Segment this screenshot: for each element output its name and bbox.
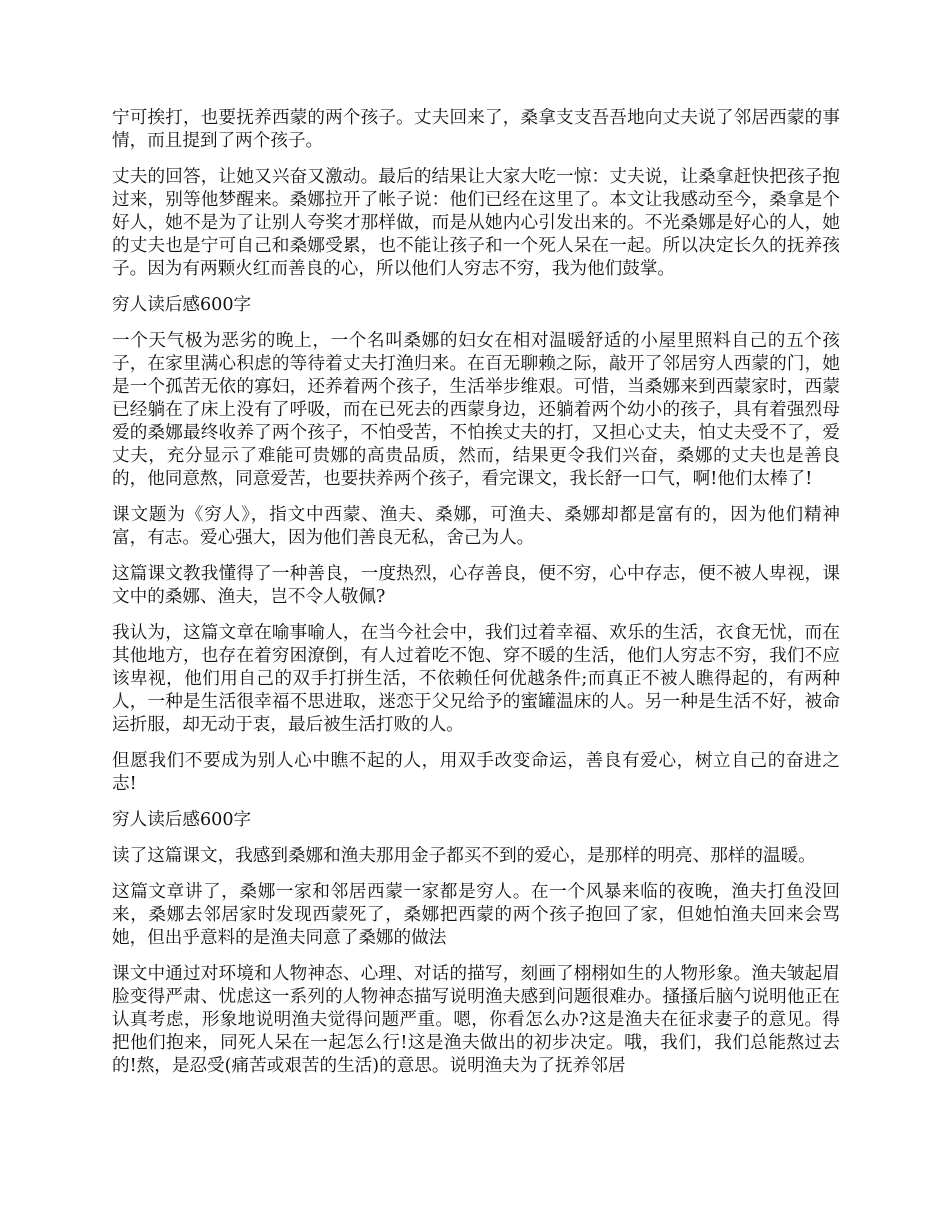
paragraph: 这篇课文教我懂得了一种善良，一度热烈，心存善良，便不穷，心中存志，便不被人卑视，课文中的桑娜、渔夫，岂不令人敬佩? <box>112 564 840 607</box>
section-heading: 穷人读后感600字 <box>112 810 252 830</box>
paragraph: 我认为，这篇文章在喻事喻人，在当今社会中，我们过着幸福、欢乐的生活，衣食无忧，而在其他地方，也存在着穷困潦倒，有人过着吃不饱、穿不暖的生活，他们人穷志不穷，我们不应该卑视，他们用自己的双手打拼生活，不依赖任何优越条件;而真正不被人瞧得起的，有两种人，一种是生活很幸福不思进取，迷恋于父兄给予的蜜罐温床的人。另一种是生活不好，被命运折服，却无动于衷，最后被生活打败的人。 <box>112 623 840 735</box>
paragraph: 这篇文章讲了，桑娜一家和邻居西蒙一家都是穷人。在一个风暴来临的夜晚，渔夫打鱼没回来，桑娜去邻居家时发现西蒙死了，桑娜把西蒙的两个孩子抱回了家，但她怕渔夫回来会骂她，但出乎意料的是渔夫同意了桑娜的做法 <box>112 882 840 948</box>
section-heading: 穷人读后感600字 <box>112 295 252 315</box>
paragraph: 丈夫的回答，让她又兴奋又激动。最后的结果让大家大吃一惊：丈夫说，让桑拿赶快把孩子抱过来，别等他梦醒来。桑娜拉开了帐子说：他们已经在这里了。本文让我感动至今，桑拿是个好人，她不是为了让别人夸奖才那样做，而是从她内心引发出来的。不光桑娜是好心的人，她的丈夫也是宁可自己和桑娜受累，也不能让孩子和一个死人呆在一起。所以决定长久的抚养孩子。因为有两颗火红而善良的心，所以他们人穷志不穷，我为他们鼓掌。 <box>112 167 840 279</box>
paragraph: 读了这篇课文，我感到桑娜和渔夫那用金子都买不到的爱心，是那样的明亮、那样的温暖。 <box>112 846 816 866</box>
paragraph: 宁可挨打，也要抚养西蒙的两个孩子。丈夫回来了，桑拿支支吾吾地向丈夫说了邻居西蒙的事情，而且提到了两个孩子。 <box>112 108 840 151</box>
paragraph: 一个天气极为恶劣的晚上，一个名叫桑娜的妇女在相对温暖舒适的小屋里照料自己的五个孩子，在家里满心积虑的等待着丈夫打渔归来。在百无聊赖之际，敲开了邻居穷人西蒙的门，她是一个孤苦无依的寡妇，还养着两个孩子，生活举步维艰。可惜，当桑娜来到西蒙家时，西蒙已经躺在了床上没有了呼吸，而在已死去的西蒙身边，还躺着两个幼小的孩子，具有着强烈母爱的桑娜最终收养了两个孩子，不怕受苦，不怕挨丈夫的打，又担心丈夫，怕丈夫受不了，爱丈夫，充分显示了难能可贵娜的高贵品质，然而，结果更令我们兴奋，桑娜的丈夫也是善良的，他同意熬，同意爱苦，也要扶养两个孩子，看完课文，我长舒一口气，啊!他们太棒了! <box>112 331 840 489</box>
paragraph: 课文中通过对环境和人物神态、心理、对话的描写，刻画了栩栩如生的人物形象。渔夫皱起眉脸变得严肃、忧虑这一系列的人物神态描写说明渔夫感到问题很难办。搔搔后脑勺说明他正在认真考虑，形象地说明渔夫觉得问题严重。嗯，你看怎么办?这是渔夫在征求妻子的意见。得把他们抱来，同死人呆在一起怎么行!这是渔夫做出的初步决定。哦，我们，我们总能熬过去的!熬，是忍受(痛苦或艰苦的生活)的意思。说明渔夫为了抚养邻居 <box>112 964 840 1076</box>
paragraph: 但愿我们不要成为别人心中瞧不起的人，用双手改变命运，善良有爱心，树立自己的奋进之志! <box>112 751 840 794</box>
paragraph: 课文题为《穷人》，指文中西蒙、渔夫、桑娜，可渔夫、桑娜却都是富有的，因为他们精神富，有志。爱心强大，因为他们善良无私，舍己为人。 <box>112 505 840 548</box>
document-body <box>112 107 840 1091</box>
